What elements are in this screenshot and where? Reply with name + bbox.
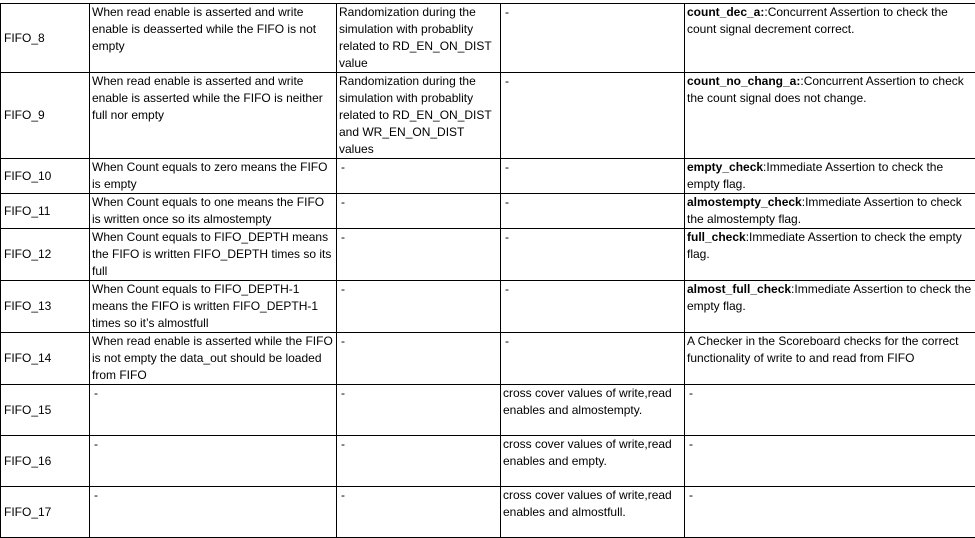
check-text: A Checker in the Scoreboard checks for the correct functionality of write to and read from FIFO xyxy=(687,334,958,365)
check-text: :Concurrent Assertion to check the count signal decrement correct. xyxy=(687,5,948,36)
row-check xyxy=(685,159,975,194)
row-stimulus: Randomization during the simulation with probablity related to RD_EN_ON_DIST and WR_EN_ON_DIST values xyxy=(337,73,501,159)
check-name: count_no_chang_a: xyxy=(687,74,800,88)
row-check xyxy=(685,73,975,159)
table-row xyxy=(1,229,975,281)
row-check xyxy=(685,385,975,436)
row-stimulus: - xyxy=(337,333,501,385)
row-description: When Count equals to one means the FIFO is written once so its almostempty xyxy=(90,194,337,229)
row-stimulus: Randomization during the simulation with probablity related to RD_EN_ON_DIST value xyxy=(337,4,501,73)
row-stimulus: - xyxy=(337,487,501,538)
row-coverage: cross cover values of write,read enables and almostfull. xyxy=(501,487,685,538)
row-coverage: - xyxy=(501,333,685,385)
row-description: When Count equals to FIFO_DEPTH-1 means the FIFO is written FIFO_DEPTH-1 times so it’s almostfull xyxy=(90,281,337,333)
check-name: full_check xyxy=(687,230,746,244)
row-description: - xyxy=(90,385,337,436)
check-text: :Immediate Assertion to check the empty flag. xyxy=(687,282,971,313)
row-stimulus: - xyxy=(337,281,501,333)
row-coverage: - xyxy=(501,194,685,229)
verification-plan-table xyxy=(0,3,975,538)
row-coverage: - xyxy=(501,281,685,333)
table-row xyxy=(1,487,975,538)
row-coverage: cross cover values of write,read enables and almostempty. xyxy=(501,385,685,436)
row-stimulus: - xyxy=(337,159,501,194)
row-stimulus: - xyxy=(337,194,501,229)
table-row xyxy=(1,281,975,333)
row-description: When Count equals to FIFO_DEPTH means the FIFO is written FIFO_DEPTH times so its full xyxy=(90,229,337,281)
row-check xyxy=(685,333,975,385)
row-check xyxy=(685,281,975,333)
row-id: FIFO_14 xyxy=(1,333,90,385)
row-description: When read enable is asserted and write enable is asserted while the FIFO is neither full nor empty xyxy=(90,73,337,159)
row-description: - xyxy=(90,487,337,538)
row-description: When read enable is asserted while the FIFO is not empty the data_out should be loaded from FIFO xyxy=(90,333,337,385)
row-description: - xyxy=(90,436,337,487)
table-row xyxy=(1,159,975,194)
check-name: empty_check xyxy=(687,160,763,174)
check-text: - xyxy=(689,488,693,502)
row-id: FIFO_13 xyxy=(1,281,90,333)
row-stimulus: - xyxy=(337,385,501,436)
row-check xyxy=(685,229,975,281)
row-description: When Count equals to zero means the FIFO is empty xyxy=(90,159,337,194)
row-check xyxy=(685,4,975,73)
check-text: - xyxy=(689,386,693,400)
check-text: :Immediate Assertion to check the empty flag. xyxy=(687,230,962,261)
check-name: almost_full_check xyxy=(687,282,791,296)
check-name: almostempty_check xyxy=(687,195,802,209)
check-text: :Immediate Assertion to check the almostempty flag. xyxy=(687,195,962,226)
row-id: FIFO_16 xyxy=(1,436,90,487)
row-id: FIFO_12 xyxy=(1,229,90,281)
check-name: count_dec_a: xyxy=(687,5,764,19)
row-stimulus: - xyxy=(337,436,501,487)
row-coverage: cross cover values of write,read enables and empty. xyxy=(501,436,685,487)
row-id: FIFO_10 xyxy=(1,159,90,194)
table-row xyxy=(1,194,975,229)
row-description: When read enable is asserted and write enable is deasserted while the FIFO is not empty xyxy=(90,4,337,73)
table-row xyxy=(1,436,975,487)
row-coverage: - xyxy=(501,229,685,281)
row-id: FIFO_15 xyxy=(1,385,90,436)
row-id: FIFO_17 xyxy=(1,487,90,538)
check-text: - xyxy=(689,437,693,451)
check-text: :Concurrent Assertion to check the count signal does not change. xyxy=(687,74,964,105)
row-id: FIFO_9 xyxy=(1,73,90,159)
row-id: FIFO_11 xyxy=(1,194,90,229)
table-row xyxy=(1,385,975,436)
row-check xyxy=(685,487,975,538)
row-coverage: - xyxy=(501,73,685,159)
table-row xyxy=(1,4,975,73)
table-row xyxy=(1,73,975,159)
row-id: FIFO_8 xyxy=(1,4,90,73)
table-row xyxy=(1,333,975,385)
row-coverage: - xyxy=(501,159,685,194)
row-check xyxy=(685,436,975,487)
row-check xyxy=(685,194,975,229)
row-coverage: - xyxy=(501,4,685,73)
check-text: :Immediate Assertion to check the empty flag. xyxy=(687,160,943,191)
row-stimulus: - xyxy=(337,229,501,281)
